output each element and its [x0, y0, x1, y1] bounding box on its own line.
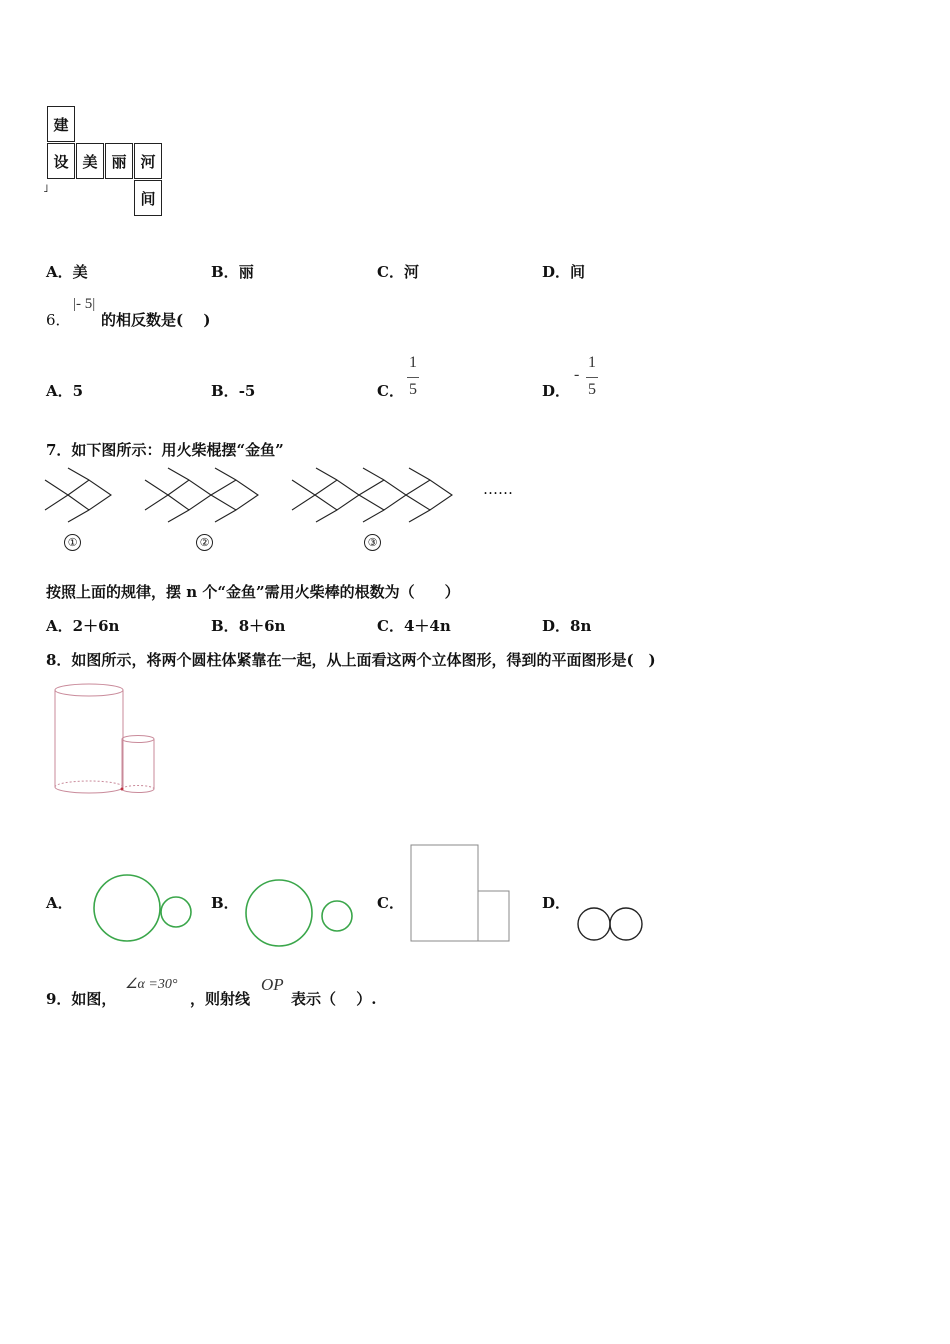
option-label: C． — [377, 382, 404, 400]
q8-option-b[interactable]: B． — [211, 894, 239, 912]
fraction-c-denominator: 5 — [409, 381, 417, 398]
option-text: 5 — [72, 382, 84, 400]
q8-option-d[interactable]: D． — [542, 894, 571, 912]
angle-expression: ∠α =30° — [125, 977, 178, 992]
q6-option-d[interactable] — [542, 380, 570, 401]
option-a-figure — [90, 870, 196, 946]
q8-title: 8．如图所示，将两个圆柱体紧靠在一起，从上面看这两个立体图形，得到的平面图形是( ) — [46, 651, 656, 669]
option-text: 2＋6n — [72, 617, 120, 635]
q5-option-c[interactable] — [377, 261, 419, 282]
q6-option-b[interactable] — [211, 380, 255, 401]
fraction-c-numerator: 1 — [409, 354, 417, 371]
figure-ellipsis: …… — [483, 480, 513, 498]
net-cell-3: 美 — [76, 143, 104, 179]
option-d-figure — [575, 904, 647, 946]
option-label: D． — [542, 263, 571, 281]
option-label: A． — [46, 263, 73, 281]
figure-label-1: ① — [64, 534, 81, 551]
option-text: 4＋4n — [403, 617, 451, 635]
fraction-d-sign: - — [574, 366, 580, 383]
option-text: 间 — [570, 263, 586, 281]
goldfish-matchstick-figures — [40, 462, 520, 528]
net-cell-1: 建 — [47, 106, 75, 142]
q6-number: 6． — [46, 311, 71, 329]
q8-option-c[interactable]: C． — [377, 894, 404, 912]
q9-middle: ，则射线 — [190, 990, 251, 1008]
goldfish-figure-1 — [45, 468, 111, 522]
q9-prefix: 9．如图， — [46, 990, 117, 1008]
option-label: D． — [542, 617, 571, 635]
q8-option-a[interactable]: A． — [46, 894, 73, 912]
q6-option-c[interactable] — [377, 380, 404, 401]
goldfish-figure-2 — [145, 468, 258, 522]
net-cell-6: 间 — [134, 180, 162, 216]
q6-text: 的相反数是( ) — [101, 311, 211, 329]
abs-expression: |- 5| — [73, 296, 96, 312]
option-text: 河 — [403, 263, 419, 281]
q5-option-a[interactable] — [46, 261, 88, 282]
fraction-d-denominator: 5 — [588, 381, 596, 398]
option-text: 8＋6n — [238, 617, 286, 635]
goldfish-figure-3 — [292, 468, 452, 522]
two-cylinders-figure — [48, 680, 163, 802]
option-label: B． — [211, 263, 239, 281]
fraction-d-bar — [586, 377, 598, 378]
option-text: 丽 — [238, 263, 254, 281]
option-label: C． — [377, 263, 404, 281]
q5-option-d[interactable] — [542, 261, 585, 282]
fraction-d-numerator: 1 — [588, 354, 596, 371]
option-label: A． — [46, 617, 73, 635]
option-label: D． — [542, 382, 571, 400]
net-cell-4: 丽 — [105, 143, 133, 179]
q7-option-a[interactable] — [46, 615, 119, 636]
q7-option-c[interactable] — [377, 615, 451, 636]
figure-label-2: ② — [196, 534, 213, 551]
fraction-c-bar — [407, 377, 419, 378]
figure-label-3: ③ — [364, 534, 381, 551]
option-label: B． — [211, 382, 239, 400]
q7-option-b[interactable] — [211, 615, 285, 636]
option-text: 美 — [72, 263, 88, 281]
q6-option-a[interactable] — [46, 380, 83, 401]
paragraph-mark: ˩ — [43, 182, 49, 195]
option-label: A． — [46, 382, 73, 400]
ray-name: OP — [261, 975, 284, 994]
option-b-figure — [240, 876, 358, 950]
q7-title: 7．如下图所示：用火柴棍摆“金鱼” — [46, 441, 284, 459]
q5-option-b[interactable] — [211, 261, 254, 282]
option-text: 8n — [570, 617, 592, 635]
option-label: B． — [211, 617, 239, 635]
option-text: -5 — [238, 382, 256, 400]
net-cell-2: 设 — [47, 143, 75, 179]
option-label: C． — [377, 617, 404, 635]
q7-question: 按照上面的规律，摆 n 个“金鱼”需用火柴棒的根数为（ ） — [46, 583, 460, 601]
q7-option-d[interactable] — [542, 615, 591, 636]
net-cell-5: 河 — [134, 143, 162, 179]
q9-suffix: 表示（ ）. — [291, 990, 377, 1008]
option-c-figure — [408, 842, 514, 944]
